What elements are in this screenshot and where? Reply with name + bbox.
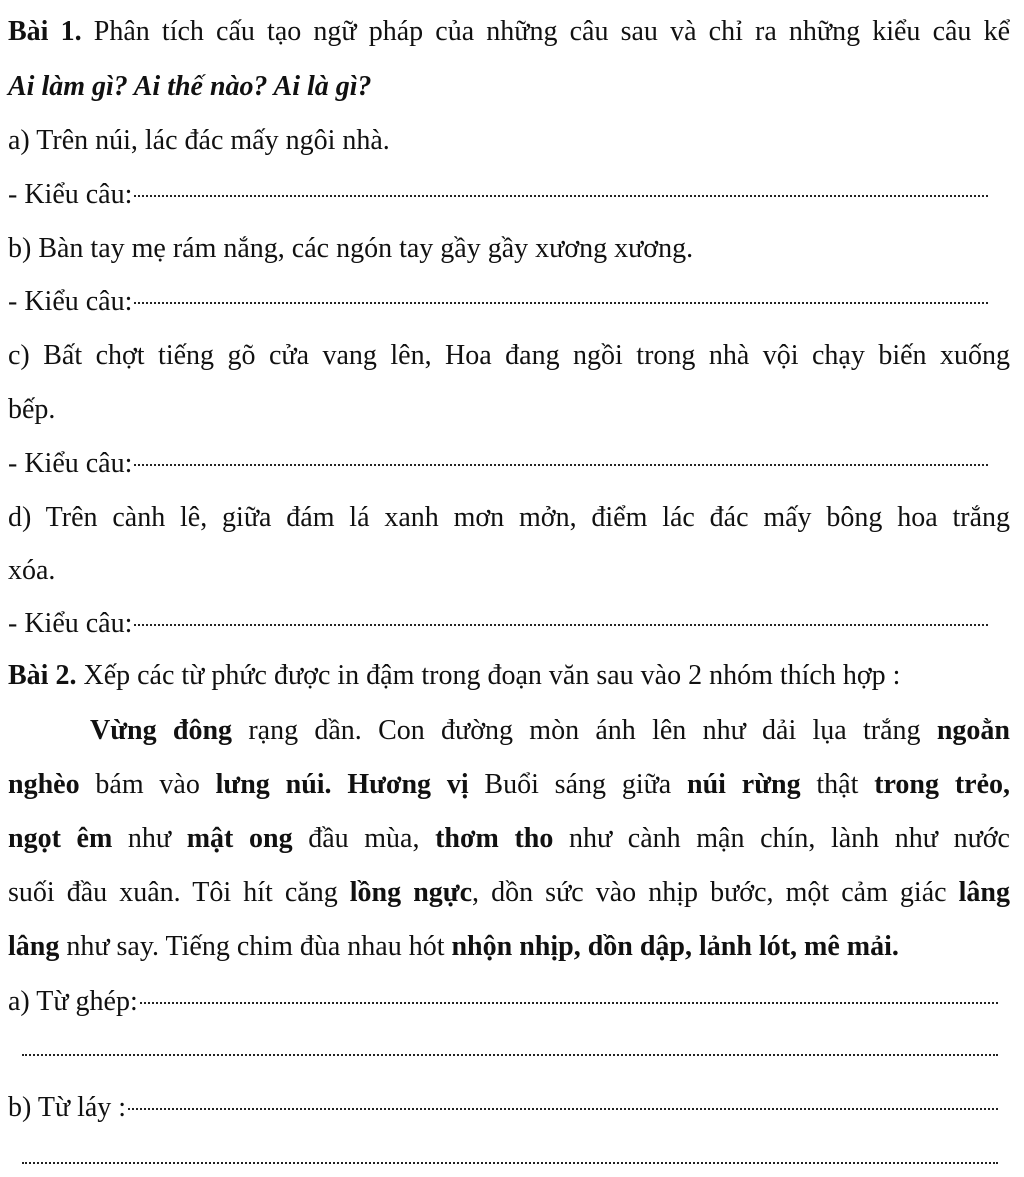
- dotted-blank: [134, 195, 988, 197]
- passage-line-1: [90, 713, 1010, 749]
- dotted-blank-tu-lay-2[interactable]: [22, 1162, 998, 1164]
- answer-field-a[interactable]: [8, 177, 988, 213]
- answer-field-tu-lay[interactable]: [8, 1090, 998, 1126]
- bold-word: lâng: [958, 877, 1010, 908]
- answer-field-d[interactable]: [8, 606, 988, 642]
- bold-word: lồng ngực: [349, 877, 473, 908]
- bold-word: thơm tho: [435, 823, 554, 854]
- bold-word: mật ong: [186, 823, 293, 854]
- passage-line-3: [8, 821, 1010, 857]
- passage-text: Buổi sáng giữa: [468, 769, 688, 800]
- passage-line-4: [8, 875, 1010, 911]
- bai1-item-a: a) Trên núi, lác đác mấy ngôi nhà.: [8, 125, 390, 156]
- answer-field-tu-ghep[interactable]: [8, 984, 998, 1020]
- answer-field-c[interactable]: [8, 446, 988, 482]
- dotted-blank: [134, 624, 988, 626]
- dotted-blank-tu-ghep-2[interactable]: [22, 1054, 998, 1056]
- answer-field-b[interactable]: [8, 284, 988, 320]
- bai1-instruction: Phân tích cấu tạo ngữ pháp của những câu sau và chỉ ra những kiểu câu kể: [93, 16, 1011, 47]
- passage-text: bám vào: [79, 769, 216, 800]
- passage-text: như say. Tiếng chim đùa nhau hót: [59, 931, 452, 962]
- passage-text: , dồn sức vào nhịp bước, một cảm giác: [472, 877, 959, 908]
- bai1-instruction-line: [8, 14, 1010, 50]
- answer-label: - Kiểu câu:: [8, 179, 133, 210]
- bai2-instruction: Xếp các từ phức được in đậm trong đoạn văn sau vào 2 nhóm thích hợp :: [83, 660, 901, 691]
- answer-label-tu-ghep: a) Từ ghép:: [8, 986, 138, 1017]
- passage-line-2: [8, 767, 1010, 803]
- passage-text: rạng dần. Con đường mòn ánh lên như dải lụa trắng: [232, 715, 937, 746]
- bai1-title: Bài 1.: [8, 16, 82, 47]
- dotted-blank: [128, 1108, 998, 1110]
- bai1-item-b: b) Bàn tay mẹ rám nắng, các ngón tay gầy gầy xương xương.: [8, 233, 694, 264]
- bold-word: nghèo: [8, 769, 80, 800]
- bai1-item-c-line1: c) Bất chợt tiếng gõ cửa vang lên, Hoa đang ngồi trong nhà vội chạy biến xuống: [8, 340, 1010, 371]
- passage-text: như cành mận chín, lành như nước: [553, 823, 1010, 854]
- bold-word: lưng núi.: [215, 769, 332, 800]
- passage-text: thật: [800, 769, 875, 800]
- passage-text: suối đầu xuân. Tôi hít căng: [8, 877, 350, 908]
- bold-word: trong trẻo,: [874, 769, 1010, 800]
- passage-text: [332, 769, 348, 800]
- passage-text: đầu mùa,: [292, 823, 436, 854]
- answer-label: - Kiểu câu:: [8, 286, 133, 317]
- bold-word: nhộn nhịp, dồn dập, lảnh lót, mê mải.: [451, 931, 899, 962]
- answer-label-tu-lay: b) Từ láy :: [8, 1092, 127, 1123]
- bai2-instruction-line: [8, 658, 900, 694]
- bold-word: ngoằn: [936, 715, 1010, 746]
- bai2-title: Bài 2.: [8, 660, 77, 691]
- dotted-blank: [140, 1002, 998, 1004]
- bai1-item-d-line1: d) Trên cành lê, giữa đám lá xanh mơn mởn, điểm lác đác mấy bông hoa trắng: [8, 502, 1010, 533]
- bai1-sentence-types: Ai làm gì? Ai thế nào? Ai là gì?: [8, 71, 372, 102]
- bold-word: lâng: [8, 931, 60, 962]
- bold-word: Hương vị: [347, 769, 469, 800]
- passage-line-5: [8, 929, 899, 965]
- answer-label: - Kiểu câu:: [8, 608, 133, 639]
- bai1-item-d-line2: xóa.: [8, 555, 56, 586]
- passage-text: như: [112, 823, 187, 854]
- answer-label: - Kiểu câu:: [8, 448, 133, 479]
- bai1-item-c-line2: bếp.: [8, 394, 56, 425]
- bold-word: ngọt êm: [8, 823, 113, 854]
- dotted-blank: [134, 302, 988, 304]
- bold-word: núi rừng: [687, 769, 801, 800]
- dotted-blank: [134, 464, 988, 466]
- bold-word: Vừng đông: [90, 715, 233, 746]
